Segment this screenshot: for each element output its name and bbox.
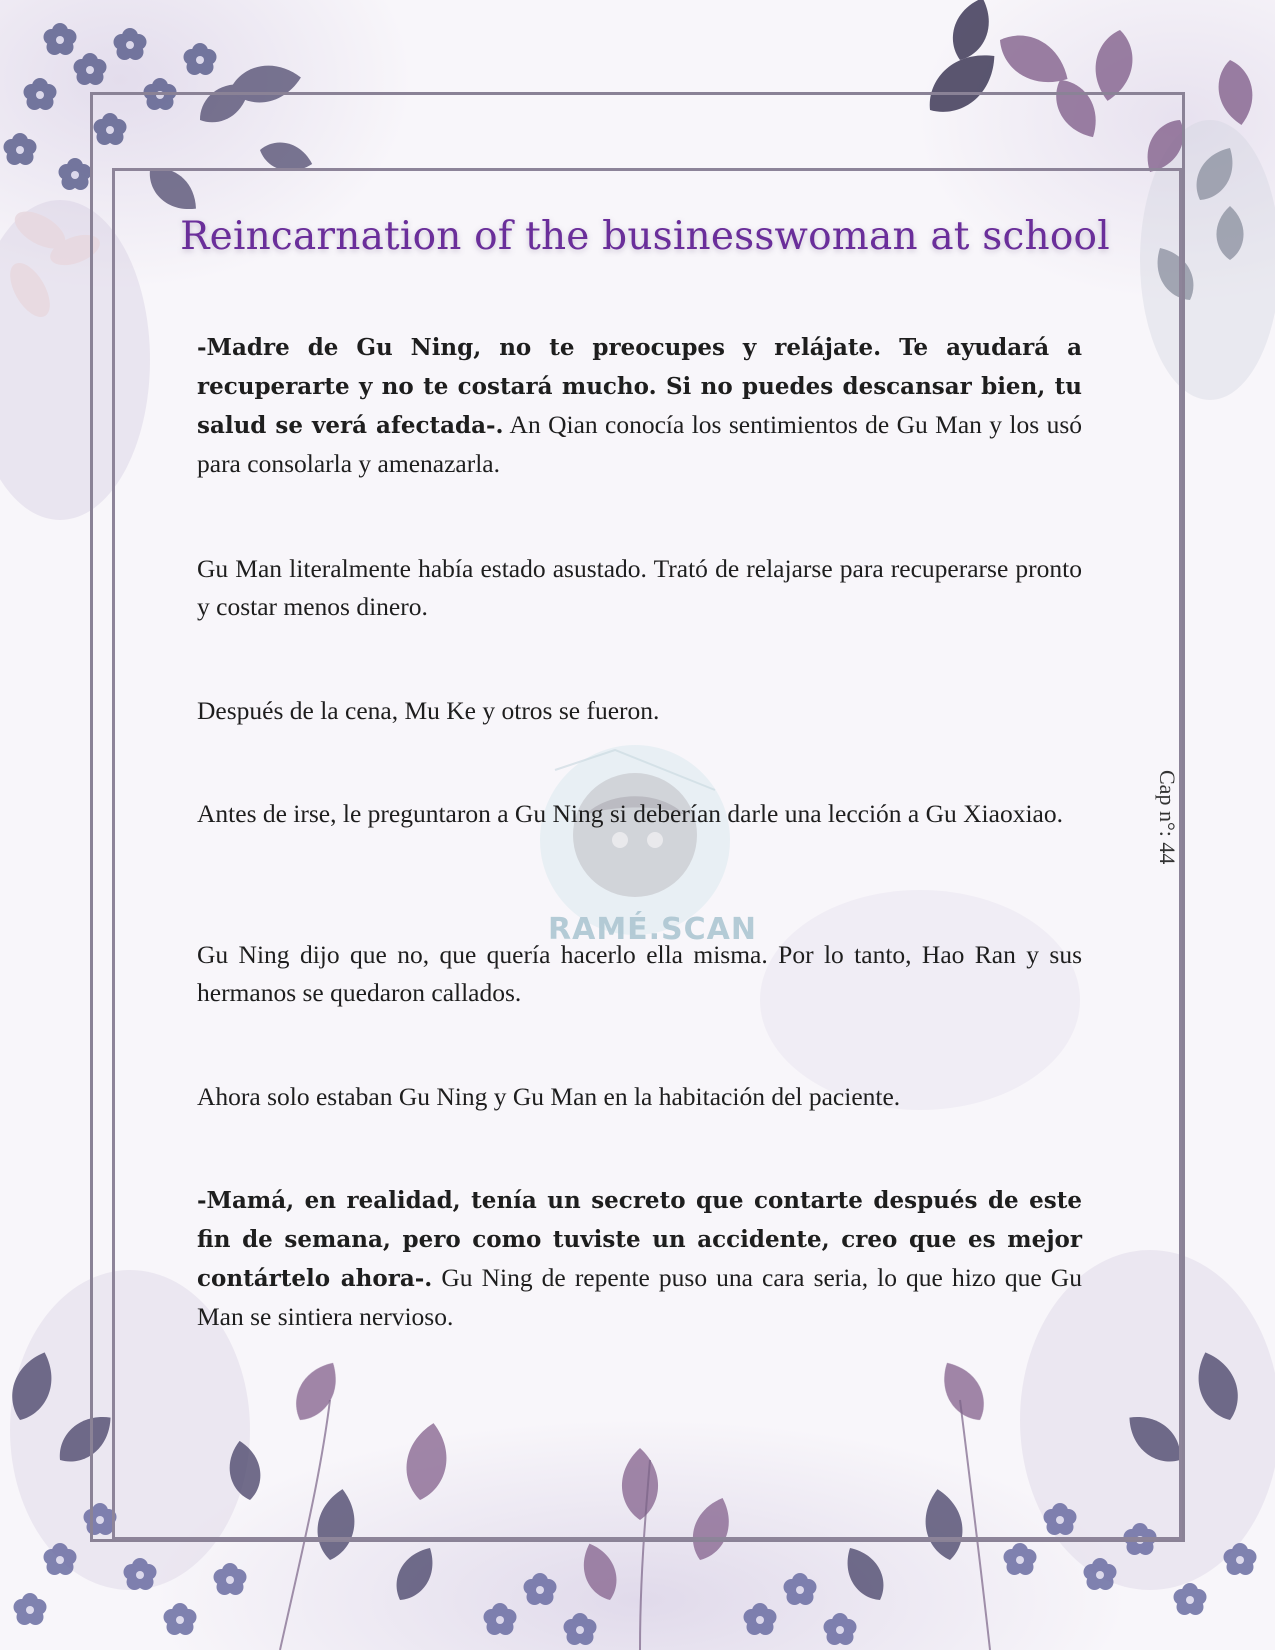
paragraph-text: Gu Ning de repente puso una cara seria, lo que hizo que Gu Man se sintiera nervioso. [197, 1263, 1082, 1331]
paragraph-text: An Qian conocía los sentimientos de Gu Man y los usó para consolarla y amenazarla. [197, 410, 1082, 478]
chapter-number-label: Cap n°: 44 [1155, 770, 1180, 865]
paragraph: Después de la cena, Mu Ke y otros se fueron. [197, 696, 660, 725]
paragraph: Ahora solo estaban Gu Ning y Gu Man en la habitación del paciente. [197, 1082, 901, 1111]
dialogue-bold: -Madre de Gu Ning, no te preocupes y relájate. Te ayudará a recuperarte y no te costará mucho. Si no puedes descansar bien, tu salud se verá afectada-. [197, 334, 1082, 439]
paragraph: Gu Man literalmente había estado asustado. Trató de relajarse para recuperarse pronto y costar menos dinero. [197, 554, 1082, 621]
dialogue-bold: -Mamá, en realidad, tenía un secreto que contarte después de este fin de semana, pero como tuviste un accidente, creo que es mejor contártelo ahora-. [197, 1187, 1082, 1292]
watermark-text: RAMÉ.SCAN [548, 912, 758, 947]
paragraph [197, 1181, 1082, 1336]
page-title: Reincarnation of the businesswoman at school [180, 214, 1110, 259]
paragraph: Gu Ning dijo que no, que quería hacerlo ella misma. Por lo tanto, Hao Ran y sus hermanos se quedaron callados. [197, 940, 1082, 1007]
paragraph: Antes de irse, le preguntaron a Gu Ning si deberían darle una lección a Gu Xiaoxiao. [197, 799, 1063, 828]
paragraph [197, 328, 1082, 483]
